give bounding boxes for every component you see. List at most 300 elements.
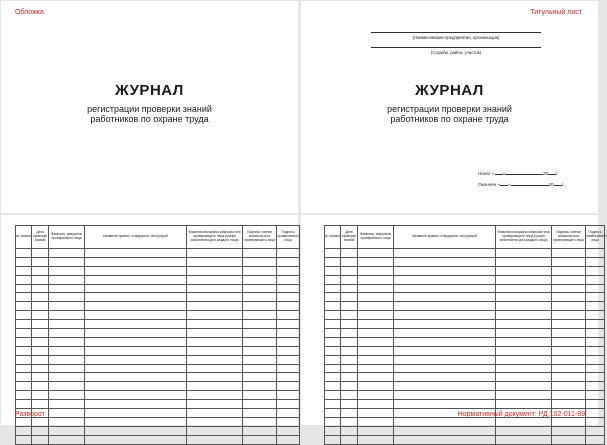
table-row	[325, 329, 605, 338]
table-cell	[552, 355, 586, 364]
column-header: Подпись членов комиссии или проверяющего лица	[552, 226, 586, 249]
table-cell	[85, 391, 187, 400]
table-row	[16, 391, 300, 400]
table-cell	[32, 355, 49, 364]
table-cell	[32, 302, 49, 311]
table-cell	[586, 320, 605, 329]
table-cell	[325, 373, 341, 382]
table-cell	[325, 426, 341, 435]
table-cell	[325, 249, 341, 258]
table-row	[325, 311, 605, 320]
table-cell	[187, 320, 243, 329]
column-header: Название правил, стандартов, инструкций	[85, 226, 187, 249]
table-cell	[341, 391, 358, 400]
table-cell	[325, 275, 341, 284]
table-row	[16, 400, 300, 409]
table-cell	[85, 257, 187, 266]
table-row	[16, 249, 300, 258]
table-cell	[49, 400, 85, 409]
cover-page	[1, 1, 298, 213]
table-cell	[586, 426, 605, 435]
table-cell	[496, 293, 552, 302]
table-cell	[49, 257, 85, 266]
table-cell	[243, 320, 277, 329]
table-row	[325, 275, 605, 284]
table-cell	[16, 373, 32, 382]
table-cell	[16, 311, 32, 320]
table-row	[16, 355, 300, 364]
table-cell	[341, 275, 358, 284]
table-cell	[341, 320, 358, 329]
table-cell	[552, 284, 586, 293]
table-cell	[341, 311, 358, 320]
table-cell	[49, 382, 85, 391]
table-cell	[49, 311, 85, 320]
spread-label: Разворот	[15, 411, 45, 418]
table-cell	[552, 257, 586, 266]
table-row	[325, 266, 605, 275]
table-cell	[394, 417, 496, 426]
table-cell	[496, 249, 552, 258]
table-cell	[277, 302, 300, 311]
table-row	[325, 400, 605, 409]
table-cell	[277, 400, 300, 409]
table-cell	[341, 426, 358, 435]
table-cell	[325, 346, 341, 355]
table-cell	[394, 249, 496, 258]
table-cell	[187, 311, 243, 320]
table-cell	[586, 417, 605, 426]
table-cell	[552, 417, 586, 426]
table-cell	[552, 337, 586, 346]
table-cell	[277, 266, 300, 275]
table-cell	[325, 311, 341, 320]
table-cell	[243, 275, 277, 284]
table-cell	[394, 400, 496, 409]
table-row	[325, 346, 605, 355]
table-cell	[187, 355, 243, 364]
table-cell	[552, 329, 586, 338]
table-cell	[496, 364, 552, 373]
table-cell	[85, 329, 187, 338]
table-cell	[49, 373, 85, 382]
table-cell	[85, 417, 187, 426]
table-cell	[586, 249, 605, 258]
table-cell	[394, 337, 496, 346]
table-cell	[243, 417, 277, 426]
table-cell	[16, 266, 32, 275]
log-table-header	[325, 226, 605, 249]
spread-right-page	[301, 215, 607, 425]
table-cell	[32, 417, 49, 426]
table-cell	[49, 417, 85, 426]
table-cell	[325, 337, 341, 346]
table-cell	[277, 417, 300, 426]
table-cell	[358, 311, 394, 320]
table-cell	[32, 320, 49, 329]
table-cell	[586, 311, 605, 320]
table-cell	[187, 409, 243, 418]
table-cell	[277, 435, 300, 444]
table-cell	[552, 302, 586, 311]
table-cell	[325, 293, 341, 302]
table-row	[325, 382, 605, 391]
table-cell	[49, 391, 85, 400]
table-cell	[552, 311, 586, 320]
table-cell	[85, 435, 187, 444]
dept-caption: (Служба, район, участок)	[430, 50, 482, 55]
table-cell	[325, 417, 341, 426]
table-cell	[49, 409, 85, 418]
table-cell	[552, 391, 586, 400]
table-cell	[85, 302, 187, 311]
table-cell	[85, 400, 187, 409]
column-header: Фамилия инициалы комиссии или проверяющего лица (графа заполняется для каждого лица)	[187, 226, 243, 249]
table-cell	[187, 284, 243, 293]
org-name-line	[371, 32, 541, 33]
table-cell	[49, 275, 85, 284]
table-cell	[277, 426, 300, 435]
title-page-subtitle-line2: работников по охране труда	[390, 114, 509, 124]
spread-left-page	[1, 215, 298, 425]
table-cell	[586, 382, 605, 391]
column-header: Фамилия инициалы комиссии или проверяющего лица (графа заполняется для каждого лица)	[496, 226, 552, 249]
table-cell	[552, 249, 586, 258]
table-cell	[16, 417, 32, 426]
table-cell	[358, 329, 394, 338]
cover-label: Обложка	[15, 9, 44, 16]
table-cell	[187, 364, 243, 373]
table-cell	[496, 391, 552, 400]
table-row	[16, 329, 300, 338]
table-cell	[496, 417, 552, 426]
column-header: Дата проверки знаний	[32, 226, 49, 249]
title-page-subtitle-line1: регистрации проверки знаний	[387, 104, 512, 114]
table-row	[16, 311, 300, 320]
table-cell	[341, 293, 358, 302]
table-row	[16, 337, 300, 346]
table-cell	[341, 417, 358, 426]
table-cell	[187, 435, 243, 444]
table-cell	[85, 355, 187, 364]
table-cell	[325, 320, 341, 329]
table-cell	[496, 275, 552, 284]
table-cell	[341, 400, 358, 409]
table-cell	[85, 337, 187, 346]
table-cell	[277, 391, 300, 400]
table-cell	[358, 337, 394, 346]
table-row	[16, 266, 300, 275]
table-cell	[358, 346, 394, 355]
table-cell	[341, 373, 358, 382]
table-cell	[187, 257, 243, 266]
table-cell	[49, 364, 85, 373]
table-cell	[16, 329, 32, 338]
table-cell	[358, 364, 394, 373]
started-date-line: Начат « » 20 г.	[478, 171, 559, 176]
table-cell	[49, 249, 85, 258]
table-cell	[552, 426, 586, 435]
table-cell	[277, 275, 300, 284]
table-cell	[16, 391, 32, 400]
table-cell	[85, 275, 187, 284]
table-row	[325, 337, 605, 346]
table-cell	[358, 426, 394, 435]
table-cell	[277, 293, 300, 302]
table-cell	[16, 426, 32, 435]
table-cell	[496, 284, 552, 293]
table-cell	[85, 426, 187, 435]
table-row	[16, 382, 300, 391]
ended-label: Окончен «	[478, 182, 501, 187]
table-cell	[243, 249, 277, 258]
table-cell	[49, 284, 85, 293]
table-cell	[49, 329, 85, 338]
table-cell	[552, 266, 586, 275]
table-cell	[243, 266, 277, 275]
column-header: № записи	[16, 226, 32, 249]
table-row	[325, 426, 605, 435]
table-cell	[394, 346, 496, 355]
doc-reference: Нормативный документ: РД 102-011-89	[457, 411, 585, 418]
table-cell	[49, 302, 85, 311]
table-row	[16, 417, 300, 426]
table-cell	[341, 257, 358, 266]
table-cell	[85, 311, 187, 320]
table-cell	[32, 426, 49, 435]
table-row	[16, 364, 300, 373]
table-cell	[341, 266, 358, 275]
table-cell	[85, 249, 187, 258]
table-cell	[243, 329, 277, 338]
table-cell	[358, 284, 394, 293]
table-cell	[243, 355, 277, 364]
table-cell	[496, 426, 552, 435]
table-row	[325, 417, 605, 426]
table-cell	[586, 364, 605, 373]
table-cell	[16, 400, 32, 409]
table-cell	[586, 293, 605, 302]
table-cell	[552, 275, 586, 284]
table-cell	[394, 364, 496, 373]
table-cell	[243, 311, 277, 320]
table-cell	[325, 409, 341, 418]
table-row	[16, 409, 300, 418]
table-cell	[325, 355, 341, 364]
table-cell	[277, 364, 300, 373]
table-cell	[16, 364, 32, 373]
column-header: Фамилия, инициалы проверяемого лица	[49, 226, 85, 249]
table-cell	[394, 382, 496, 391]
table-cell	[496, 435, 552, 444]
table-cell	[187, 373, 243, 382]
table-cell	[358, 417, 394, 426]
column-header: Название правил, стандартов, инструкций	[394, 226, 496, 249]
table-cell	[341, 355, 358, 364]
table-row	[325, 364, 605, 373]
table-cell	[243, 337, 277, 346]
table-row	[16, 426, 300, 435]
table-cell	[187, 275, 243, 284]
table-cell	[32, 249, 49, 258]
table-cell	[16, 382, 32, 391]
table-cell	[325, 391, 341, 400]
table-row	[325, 257, 605, 266]
table-cell	[243, 400, 277, 409]
table-cell	[16, 346, 32, 355]
table-cell	[32, 337, 49, 346]
table-cell	[586, 346, 605, 355]
table-cell	[187, 329, 243, 338]
table-cell	[16, 320, 32, 329]
table-row	[325, 293, 605, 302]
table-cell	[586, 409, 605, 418]
table-cell	[586, 257, 605, 266]
title-page-label: Титульный лист	[530, 9, 582, 16]
table-cell	[277, 249, 300, 258]
table-cell	[358, 257, 394, 266]
table-row	[325, 302, 605, 311]
table-cell	[325, 435, 341, 444]
table-cell	[277, 329, 300, 338]
table-cell	[243, 391, 277, 400]
org-name-caption: (Наименование предприятия, организации)	[412, 35, 500, 40]
table-cell	[586, 435, 605, 444]
table-cell	[394, 302, 496, 311]
table-cell	[32, 400, 49, 409]
table-cell	[341, 337, 358, 346]
table-cell	[187, 417, 243, 426]
table-cell	[496, 337, 552, 346]
table-cell	[85, 266, 187, 275]
table-cell	[85, 293, 187, 302]
table-cell	[243, 409, 277, 418]
table-cell	[586, 302, 605, 311]
table-cell	[358, 355, 394, 364]
table-cell	[32, 373, 49, 382]
table-cell	[85, 284, 187, 293]
table-row	[325, 373, 605, 382]
table-row	[325, 320, 605, 329]
table-row	[325, 249, 605, 258]
table-cell	[243, 426, 277, 435]
table-cell	[187, 346, 243, 355]
table-cell	[32, 329, 49, 338]
table-row	[16, 435, 300, 444]
table-cell	[187, 400, 243, 409]
table-cell	[394, 329, 496, 338]
table-cell	[358, 400, 394, 409]
table-cell	[586, 284, 605, 293]
table-cell	[358, 373, 394, 382]
table-cell	[552, 364, 586, 373]
table-cell	[32, 346, 49, 355]
table-cell	[552, 346, 586, 355]
column-header: Дата проверки знаний	[341, 226, 358, 249]
table-cell	[325, 382, 341, 391]
table-cell	[586, 266, 605, 275]
table-cell	[16, 435, 32, 444]
table-cell	[341, 302, 358, 311]
table-cell	[49, 426, 85, 435]
table-cell	[32, 257, 49, 266]
table-cell	[85, 320, 187, 329]
table-cell	[187, 249, 243, 258]
table-cell	[277, 373, 300, 382]
table-cell	[341, 346, 358, 355]
table-row	[16, 320, 300, 329]
table-cell	[341, 329, 358, 338]
table-cell	[394, 275, 496, 284]
table-cell	[394, 426, 496, 435]
table-cell	[32, 284, 49, 293]
table-cell	[187, 337, 243, 346]
table-cell	[552, 373, 586, 382]
table-cell	[394, 391, 496, 400]
table-cell	[358, 302, 394, 311]
table-cell	[277, 337, 300, 346]
table-cell	[358, 249, 394, 258]
column-header: Подпись членов комиссии или проверяющего лица	[243, 226, 277, 249]
table-cell	[277, 346, 300, 355]
table-cell	[16, 355, 32, 364]
table-cell	[552, 293, 586, 302]
table-cell	[32, 382, 49, 391]
table-cell	[341, 435, 358, 444]
table-cell	[243, 346, 277, 355]
table-cell	[277, 320, 300, 329]
table-cell	[187, 382, 243, 391]
table-cell	[496, 400, 552, 409]
table-row	[16, 346, 300, 355]
table-cell	[243, 382, 277, 391]
table-cell	[49, 435, 85, 444]
table-cell	[341, 284, 358, 293]
log-table-left	[15, 225, 300, 445]
table-cell	[16, 337, 32, 346]
table-cell	[394, 373, 496, 382]
table-cell	[187, 302, 243, 311]
table-cell	[586, 355, 605, 364]
started-label: Начат «	[478, 171, 495, 176]
table-cell	[394, 311, 496, 320]
column-header: Подпись проверяемого лица	[277, 226, 300, 249]
table-cell	[243, 435, 277, 444]
table-cell	[32, 293, 49, 302]
table-cell	[586, 337, 605, 346]
table-cell	[552, 435, 586, 444]
table-cell	[341, 409, 358, 418]
table-cell	[243, 373, 277, 382]
title-page	[301, 1, 598, 213]
table-cell	[358, 320, 394, 329]
table-cell	[32, 311, 49, 320]
table-cell	[341, 364, 358, 373]
table-cell	[32, 364, 49, 373]
table-cell	[187, 293, 243, 302]
table-cell	[32, 435, 49, 444]
table-row	[16, 275, 300, 284]
table-cell	[243, 293, 277, 302]
table-cell	[325, 364, 341, 373]
table-cell	[325, 284, 341, 293]
table-cell	[325, 400, 341, 409]
table-cell	[16, 293, 32, 302]
table-cell	[358, 391, 394, 400]
table-cell	[16, 275, 32, 284]
table-cell	[394, 284, 496, 293]
table-cell	[358, 266, 394, 275]
